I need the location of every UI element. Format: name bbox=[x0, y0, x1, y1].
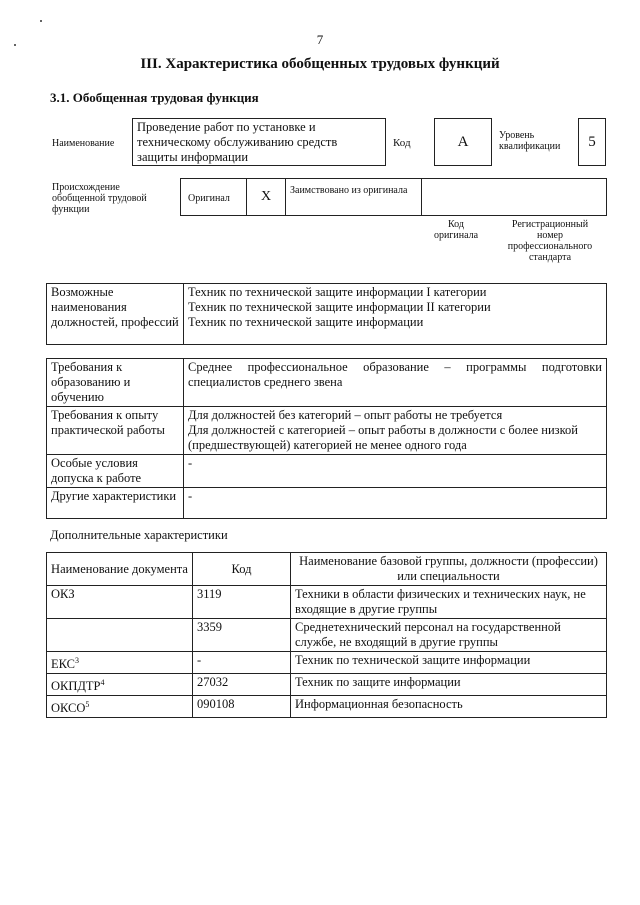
positions-table bbox=[46, 283, 607, 345]
req-value: - bbox=[184, 455, 607, 488]
additional-title: Дополнительные характеристики bbox=[50, 528, 228, 542]
original-label: Оригинал bbox=[188, 193, 230, 204]
position-item: Техник по технической защите информации I категории bbox=[188, 285, 487, 299]
name-cell: Среднетехнический персонал на государственной службе, не входящий в другие группы bbox=[291, 619, 607, 652]
footnote-ref: 5 bbox=[85, 700, 90, 710]
positions-label: Возможные наименования должностей, профессий bbox=[47, 284, 184, 345]
borrowed-label: Заимствовано из оригинала bbox=[290, 185, 408, 196]
name-cell: Информационная безопасность bbox=[291, 696, 607, 718]
function-name-value: Проведение работ по установке и техническому обслуживанию средств защиты информации bbox=[137, 120, 338, 164]
req-value: - bbox=[184, 488, 607, 519]
footnote-ref: 4 bbox=[100, 678, 105, 688]
reg-number-label: Регистрационный номер профессионального стандарта bbox=[507, 219, 593, 263]
name-label: Наименование bbox=[52, 138, 115, 149]
positions-list bbox=[184, 284, 607, 345]
origin-divider bbox=[421, 178, 422, 216]
doc-name: ЕКС bbox=[51, 657, 75, 672]
level-label: Уровень квалификации bbox=[499, 130, 561, 152]
header-code: Код bbox=[193, 553, 291, 586]
position-item: Техник по технической защите информации II категории bbox=[188, 300, 491, 314]
doc-cell bbox=[47, 619, 193, 652]
doc-name: ОКСО bbox=[51, 701, 86, 716]
original-mark: X bbox=[260, 189, 272, 204]
code-original-label: Код оригинала bbox=[433, 219, 479, 241]
req-line: Для должностей без категорий – опыт работы не требуется bbox=[188, 408, 503, 422]
code-cell: 3119 bbox=[193, 586, 291, 619]
section-title: III. Характеристика обобщенных трудовых функций bbox=[140, 56, 500, 72]
req-value bbox=[184, 407, 607, 455]
code-cell: 090108 bbox=[193, 696, 291, 718]
header-name: Наименование базовой группы, должности (профессии) или специальности bbox=[291, 553, 607, 586]
code-cell: - bbox=[193, 652, 291, 674]
level-value: 5 bbox=[588, 133, 596, 150]
level-box bbox=[578, 118, 606, 166]
req-label: Особые условия допуска к работе bbox=[47, 455, 184, 488]
page-number: 7 bbox=[316, 32, 324, 47]
origin-label: Происхождение обобщенной трудовой функции bbox=[52, 182, 147, 215]
req-label: Другие характеристики bbox=[47, 488, 184, 519]
footnote-ref: 3 bbox=[75, 656, 79, 665]
code-label: Код bbox=[393, 137, 411, 149]
code-box bbox=[434, 118, 492, 166]
header-doc: Наименование документа bbox=[47, 553, 193, 586]
doc-cell bbox=[47, 696, 193, 718]
name-cell: Техник по защите информации bbox=[291, 674, 607, 696]
requirements-table bbox=[46, 358, 607, 519]
req-line: Для должностей с категорией – опыт работы в должности с более низкой (предшествующей) категорией не менее одного года bbox=[188, 423, 578, 452]
code-cell: 27032 bbox=[193, 674, 291, 696]
code-cell: 3359 bbox=[193, 619, 291, 652]
req-label: Требования к образованию и обучению bbox=[47, 359, 184, 407]
doc-cell bbox=[47, 674, 193, 696]
original-mark-cell bbox=[246, 178, 286, 216]
code-value: А bbox=[457, 133, 469, 150]
name-cell: Техники в области физических и технических наук, не входящие в другие группы bbox=[291, 586, 607, 619]
req-label: Требования к опыту практической работы bbox=[47, 407, 184, 455]
doc-cell: ОКЗ bbox=[47, 586, 193, 619]
req-value: Среднее профессиональное образование – программы подготовки специалистов среднего звена bbox=[184, 359, 607, 407]
additional-table bbox=[46, 552, 607, 718]
name-cell: Техник по технической защите информации bbox=[291, 652, 607, 674]
function-name-box bbox=[132, 118, 386, 166]
scan-speck bbox=[40, 20, 42, 22]
doc-name: ОКПДТР bbox=[51, 679, 101, 694]
origin-table bbox=[180, 178, 607, 216]
subsection-title: 3.1. Обобщенная трудовая функция bbox=[50, 90, 259, 105]
position-item: Техник по технической защите информации bbox=[188, 315, 424, 329]
doc-cell bbox=[47, 652, 193, 674]
